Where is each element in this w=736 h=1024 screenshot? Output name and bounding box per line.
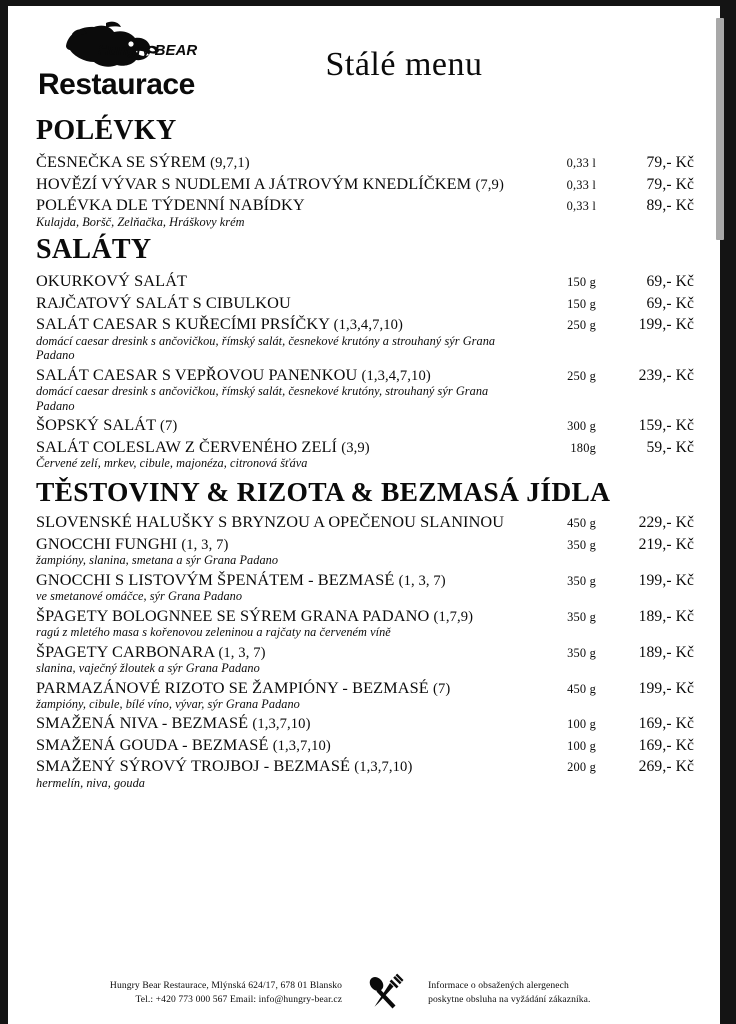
menu-footer: [8, 972, 720, 1014]
menu-item-name: [36, 416, 538, 434]
menu-item: [36, 416, 694, 434]
menu-item-portion: 200 g: [567, 760, 596, 775]
menu-item-description: žampióny, slanina, smetana a sýr Grana Padano: [36, 553, 279, 568]
menu-item-price: 189,- Kč: [638, 607, 694, 625]
menu-item-label: SMAŽENÁ NIVA - BEZMASÉ: [36, 714, 249, 733]
menu-item-name: [36, 272, 538, 290]
allergen-note-line2: poskytne obsluha na vyžádání zákazníka.: [428, 994, 591, 1005]
menu-item-allergens: (1, 3, 7): [181, 536, 229, 553]
menu-item-price: 79,- Kč: [646, 175, 694, 193]
menu-item-price: 59,- Kč: [646, 438, 694, 456]
menu-item-price: 199,- Kč: [638, 571, 694, 589]
menu-item-portion: 180g: [570, 440, 596, 455]
menu-item-description: hermelín, niva, gouda: [36, 775, 145, 790]
menu-item-description: žampióny, cibule, bílé víno, vývar, sýr Grana Padano: [36, 696, 300, 711]
menu-item-name: [36, 679, 538, 697]
menu-item-allergens: (1, 3, 7): [398, 572, 446, 589]
menu-item-allergens: (7,9): [475, 176, 504, 193]
menu-item-description: domácí caesar dresink s ančovičkou, římský salát, česnekové krutóny, strouhaný sýr Grana Padano: [36, 384, 489, 413]
menu-item-price: 239,- Kč: [638, 366, 694, 384]
menu-item-price: 199,- Kč: [638, 316, 694, 334]
menu-item-label: SLOVENSKÉ HALUŠKY S BRYNZOU A OPEČENOU SLANINOU: [36, 513, 505, 532]
menu-item-allergens: (1,7,9): [433, 608, 474, 625]
menu-item-description: domácí caesar dresink s ančovičkou, římský salát, česnekové krutóny a strouhaný sýr Grana Padano: [36, 333, 496, 363]
footer-contact: [110, 979, 342, 1007]
menu-item: [36, 643, 694, 661]
menu-section: [36, 477, 694, 791]
menu-item-label: PARMAZÁNOVÉ RIZOTO SE ŽAMPIÓNY - BEZMASÉ: [36, 678, 429, 697]
menu-item-label: ŠOPSKÝ SALÁT: [36, 416, 156, 435]
menu-item-price: 69,- Kč: [646, 294, 694, 312]
section-title: TĚSTOVINY & RIZOTA & BEZMASÁ JÍDLA: [36, 475, 611, 507]
menu-item-portion: 150 g: [567, 275, 596, 290]
menu-item-label: SALÁT COLESLAW Z ČERVENÉHO ZELÍ: [36, 437, 338, 456]
menu-item-label: SMAŽENÝ SÝROVÝ TROJBOJ - BEZMASÉ: [36, 757, 351, 776]
menu-item-allergens: (7): [160, 418, 178, 435]
menu-item-portion: 300 g: [567, 419, 596, 434]
menu-item-description: Kulajda, Boršč, Zelňačka, Hráškovy krém: [36, 214, 245, 229]
menu-item-name: [36, 571, 538, 589]
menu-item-label: HOVĚZÍ VÝVAR S NUDLEMI A JÁTROVÝM KNEDLÍČKEM: [36, 174, 472, 193]
menu-item-allergens: (1, 3, 7): [218, 644, 266, 661]
menu-item-name: [36, 315, 538, 333]
menu-item-price: 189,- Kč: [638, 643, 694, 661]
menu-item: [36, 607, 694, 625]
menu-item: [36, 736, 694, 754]
footer-allergen-note: [428, 979, 618, 1007]
logo-text-hungry-bear: Hungry BEAR: [98, 42, 198, 59]
menu-item-portion: 0,33 l: [566, 156, 596, 171]
menu-item-price: 199,- Kč: [638, 679, 694, 697]
menu-content: [8, 116, 720, 790]
menu-item: [36, 315, 694, 333]
menu-item-label: ČESNEČKA SE SÝREM: [36, 153, 206, 172]
menu-item-name: [36, 513, 538, 531]
menu-item-price: 169,- Kč: [638, 736, 694, 754]
menu-item-allergens: (3,9): [341, 439, 370, 456]
menu-item-label: SALÁT CAESAR S KUŘECÍMI PRSÍČKY: [36, 315, 330, 334]
menu-item-allergens: (7): [432, 680, 451, 697]
menu-item-name: [36, 366, 538, 384]
footer-address: Hungry Bear Restaurace, Mlýnská 624/17, 678 01 Blansko: [109, 980, 343, 992]
menu-item-label: RAJČATOVÝ SALÁT S CIBULKOU: [36, 293, 291, 312]
page-title: Stálé menu: [325, 46, 483, 83]
menu-item-label: POLÉVKA DLE TÝDENNÍ NABÍDKY: [36, 196, 305, 215]
menu-item-allergens: (1,3,7,10): [272, 737, 331, 754]
menu-item-allergens: (1,3,4,7,10): [361, 367, 431, 384]
menu-item-name: [36, 175, 538, 193]
section-title: SALÁTY: [36, 234, 152, 266]
menu-item-portion: 350 g: [567, 645, 596, 660]
menu-item-price: 69,- Kč: [646, 273, 694, 291]
menu-item-price: 269,- Kč: [638, 758, 694, 776]
menu-header: [8, 6, 720, 110]
allergen-note-line1: Informace o obsažených alergenech: [428, 980, 569, 992]
scrollbar-thumb[interactable]: [716, 18, 724, 240]
menu-item-description: ve smetanové omáčce, sýr Grana Padano: [36, 589, 243, 604]
menu-item-label: ŠPAGETY BOLOGNNEE SE SÝREM GRANA PADANO: [36, 606, 430, 625]
restaurant-logo: [36, 20, 216, 98]
menu-item-description: Červené zelí, mrkev, cibule, majonéza, citronová šťáva: [36, 456, 308, 471]
menu-item-price: 79,- Kč: [646, 154, 694, 172]
menu-item-portion: 350 g: [567, 573, 596, 588]
menu-item-portion: 350 g: [567, 609, 596, 624]
menu-item-portion: 250 g: [567, 318, 596, 333]
menu-item-description: slanina, vaječný žloutek a sýr Grana Padano: [36, 661, 260, 675]
footer-phone-email: Tel.: +420 773 000 567 Email: info@hungry-bear.cz: [135, 994, 343, 1005]
menu-item-allergens: (1,3,4,7,10): [333, 317, 403, 334]
menu-item: [36, 294, 694, 312]
menu-item-allergens: (9,7,1): [210, 155, 250, 172]
menu-item-allergens: (1,3,7,10): [252, 716, 311, 733]
menu-item-name: [36, 196, 538, 214]
menu-page: [8, 6, 720, 1024]
menu-item-name: [36, 438, 538, 456]
menu-item-portion: 0,33 l: [566, 199, 596, 214]
menu-item: [36, 679, 694, 697]
menu-item-price: 89,- Kč: [646, 197, 694, 215]
menu-item-label: SALÁT CAESAR S VEPŘOVOU PANENKOU: [36, 365, 358, 384]
menu-item-portion: 450 g: [567, 681, 596, 696]
menu-section: [36, 235, 694, 470]
menu-item-name: [36, 535, 538, 553]
menu-item-name: [36, 294, 538, 312]
menu-item-portion: 100 g: [567, 717, 596, 732]
menu-item-portion: 100 g: [567, 738, 596, 753]
menu-item-name: [36, 153, 538, 171]
menu-item-price: 159,- Kč: [638, 417, 694, 435]
menu-item: [36, 757, 694, 775]
menu-item-portion: 350 g: [567, 537, 596, 552]
menu-section: [36, 116, 694, 229]
menu-item-price: 229,- Kč: [638, 514, 694, 532]
menu-item-name: [36, 643, 538, 661]
menu-item-price: 169,- Kč: [638, 715, 694, 733]
menu-item-portion: 150 g: [567, 296, 596, 311]
menu-item-description: ragú z mletého masa s kořenovou zeleninou a rajčaty na červeném víně: [36, 625, 391, 640]
menu-item-label: GNOCCHI S LISTOVÝM ŠPENÁTEM - BEZMASÉ: [36, 570, 395, 589]
fork-and-spoon-icon: [364, 972, 406, 1014]
menu-item: [36, 535, 694, 553]
menu-item: [36, 175, 694, 193]
menu-item: [36, 714, 694, 732]
menu-item: [36, 438, 694, 456]
menu-item: [36, 153, 694, 171]
menu-item-label: OKURKOVÝ SALÁT: [36, 272, 188, 291]
menu-item: [36, 366, 694, 384]
menu-item: [36, 513, 694, 531]
menu-item-name: [36, 736, 538, 754]
menu-item-portion: 0,33 l: [566, 177, 596, 192]
menu-item-label: ŠPAGETY CARBONARA: [36, 642, 215, 661]
menu-item-label: SMAŽENÁ GOUDA - BEZMASÉ: [36, 735, 269, 754]
menu-item-allergens: (1,3,7,10): [354, 759, 413, 776]
menu-item-name: [36, 607, 538, 625]
logo-text-restaurace: Restaurace: [38, 68, 195, 98]
menu-item-portion: 250 g: [567, 368, 596, 383]
menu-item-name: [36, 714, 538, 732]
menu-item: [36, 272, 694, 290]
menu-item-price: 219,- Kč: [638, 535, 694, 553]
menu-item-portion: 450 g: [567, 516, 596, 531]
section-title: POLÉVKY: [36, 115, 177, 146]
menu-item: [36, 571, 694, 589]
menu-item-label: GNOCCHI FUNGHI: [36, 534, 178, 553]
menu-item-name: [36, 757, 538, 775]
menu-item: [36, 196, 694, 214]
